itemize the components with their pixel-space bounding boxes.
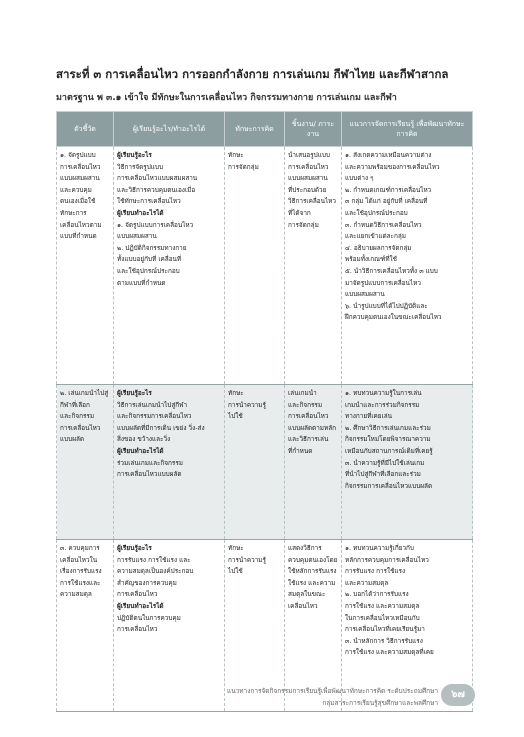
text-line: การเคลื่อนไหวแบบผสมผสาน xyxy=(117,174,198,183)
text-line: และใช้อุปกรณ์ประกอบ xyxy=(345,208,408,217)
text-line: แบบต่าง ๆ xyxy=(345,174,374,183)
text-line: แบบผสมผสาน xyxy=(345,290,385,299)
text-line: มาจัดรูปแบบการเคลื่อนไหว xyxy=(345,278,421,287)
text-line: แบบผลัดที่มีการเดิน เขย่ง วิ่ง-ส่ง xyxy=(117,423,205,432)
page-number: ๖๗ xyxy=(441,684,475,706)
subheading-line: ผู้เรียนรู้อะไร xyxy=(117,544,152,552)
subheading-line: ผู้เรียนทำอะไรได้ xyxy=(117,208,164,217)
text-line: ร่วมเล่นเกมและกิจกรรม xyxy=(117,458,183,467)
text-line: ๓. ควบคุมการ xyxy=(60,544,100,552)
text-line: และกิจกรรมการเคลื่อนไหว xyxy=(117,412,192,421)
text-line: ๖. นำรูปแบบที่ได้ไปปฏิบัติและ xyxy=(345,301,428,310)
text-line: ๒. บอกได้ว่าการรับแรง xyxy=(345,590,409,599)
text-line: การเคลื่อนไหว xyxy=(60,162,101,171)
text-line: ๕. นำวิธีการเคลื่อนไหวทั้ง ๓ แบบ xyxy=(345,266,438,275)
standard-subtitle: มาตรฐาน พ ๓.๑ เข้าใจ มีทักษะในการเคลื่อนไหว กิจกรรมทางกาย การเล่นเกม และกีฬา xyxy=(56,93,397,103)
text-line: เคลื่อนไหวใน xyxy=(60,555,98,564)
thinking-skill-cell xyxy=(225,147,285,385)
text-line: ที่กำหนด xyxy=(288,446,313,455)
text-line: ตามแบบที่กำหนด xyxy=(117,278,166,287)
thinking-skill-cell xyxy=(225,385,285,540)
indicator-cell xyxy=(57,540,114,712)
indicator-cell xyxy=(57,385,114,540)
text-line: เคลื่อนไหวตาม xyxy=(60,220,102,229)
text-line: ควบคุมตนเองโดย xyxy=(288,555,338,564)
subheading-line: ผู้เรียนรู้อะไร xyxy=(117,389,152,397)
text-line: และควบคุม xyxy=(60,185,92,194)
text-line: ๓. นำความรู้ที่มีไปใช้เล่นเกม xyxy=(345,458,425,467)
text-line: เกมนำและการร่วมกิจกรรม xyxy=(345,400,420,409)
text-line: การเคลื่อนไหว xyxy=(117,590,158,599)
text-line: การเคลื่อนไหวแบบผลัด xyxy=(117,470,182,479)
text-line: สิ่งของ ขว้างและวิ่ง xyxy=(117,435,171,444)
text-line: และความสมดุล xyxy=(345,578,389,587)
footer-book-title: แนวทางการจัดกิจกรรมการเรียนรู้เพื่อพัฒนาทักษะการคิด ระดับประถมศึกษา xyxy=(227,687,438,695)
text-line: ทางกายที่เคยเล่น xyxy=(345,412,393,421)
text-line: เหมือนกับสถานการณ์เดิมที่เคยรู้ xyxy=(345,446,433,455)
text-line: เล่นเกมนำ xyxy=(288,389,317,397)
header-line: เพื่อพัฒนาทักษะการคิด xyxy=(396,120,465,138)
text-line: ๒. เล่นเกมนำไปสู่ xyxy=(60,389,109,397)
text-line: ใช้หลักการรับแรง xyxy=(288,567,337,576)
text-line: ในการเคลื่อนไหวเหมือนกับ xyxy=(345,613,420,622)
text-line: กิจกรรมใหม่โดยพิจารณาความ xyxy=(345,435,431,444)
work-task-cell xyxy=(285,147,342,385)
text-line: ความสมดุล xyxy=(60,590,92,599)
text-line: และความพร้อมของการเคลื่อนไหว xyxy=(345,162,440,171)
text-line: กีฬาที่เลือก xyxy=(60,400,90,409)
subheading-line: ผู้เรียนทำอะไรได้ xyxy=(117,446,164,455)
text-line: แบบผสมผสาน xyxy=(60,174,100,183)
text-line: ไปใช้ xyxy=(228,412,243,421)
text-line: กิจกรรมการเคลื่อนไหวแบบผลัด xyxy=(345,481,433,490)
text-line: ตนเองเมื่อใช้ xyxy=(60,197,96,206)
text-line: การใช้แรง และความสมดุล xyxy=(345,601,420,610)
text-line: และวิธีการเล่น xyxy=(288,435,329,444)
header-line: ชิ้นงาน/ xyxy=(291,120,316,128)
text-line: ฝึกควบคุมตนเองในขณะเคลื่อนไหว xyxy=(345,313,442,322)
text-line: วิธีการเคลื่อนไหว xyxy=(288,197,336,206)
subheading-line: ผู้เรียนรู้อะไร xyxy=(117,151,152,159)
text-line: แบบที่กำหนด xyxy=(60,232,97,241)
header-what-learn: ผู้เรียนรู้อะไร/ทำอะไรได้ xyxy=(114,112,225,147)
text-line: ทักษะ xyxy=(228,544,244,552)
text-line: ที่นำไปสู่กีฬาที่เลือกและร่วม xyxy=(345,470,421,479)
text-line: และกิจกรรม xyxy=(288,400,323,409)
text-line: ๓. กำหนดวิธีการเคลื่อนไหว xyxy=(345,220,422,229)
text-line: ปฏิบัติตนในการควบคุม xyxy=(117,613,181,622)
text-line: ๒. กำหนดเกณฑ์การเคลื่อนไหว xyxy=(345,185,432,194)
header-work-task xyxy=(285,112,342,147)
header-line: แนวการจัดการเรียนรู้ xyxy=(349,120,415,128)
text-line: การเคลื่อนไหว xyxy=(288,412,329,421)
text-line: การเคลื่อนไหวที่เคยเรียนรู้มา xyxy=(345,625,425,634)
text-line: พร้อมทั้งเกณฑ์ที่ใช้ xyxy=(345,255,397,264)
text-line: และแยกเข้าแต่ละกลุ่ม xyxy=(345,232,406,241)
text-line: ๑. จัดรูปแบบการเคลื่อนไหว xyxy=(117,220,194,229)
text-line: สำคัญของการควบคุม xyxy=(117,578,177,587)
what-learn-cell xyxy=(114,147,225,385)
text-line: ที่ได้จาก xyxy=(288,208,311,217)
text-line: แบบผสมผสาน xyxy=(288,174,328,183)
text-line: การเคลื่อนไหว xyxy=(288,162,329,171)
what-learn-cell xyxy=(114,385,225,540)
text-line: วิธีการจัดรูปแบบ xyxy=(117,162,163,171)
text-line: ๑. ทบทวนความรู้เกี่ยวกับ xyxy=(345,544,414,552)
text-line: ๑. สังเกตความเหมือนความต่าง xyxy=(345,151,432,159)
indicator-cell xyxy=(57,147,114,385)
text-line: ๑. จัดรูปแบบ xyxy=(60,151,96,159)
header-indicator: ตัวชี้วัด xyxy=(57,112,114,147)
text-line: เรื่องการรับแรง xyxy=(60,567,102,576)
text-line: ๑. ทบทวนความรู้ในการเล่น xyxy=(345,389,422,397)
header-thinking-skill: ทักษะการคิด xyxy=(225,112,285,147)
text-line: การใช้แรง และความสมดุลที่เคย xyxy=(345,648,434,657)
learning-table xyxy=(56,111,473,712)
text-line: เคลื่อนไหว xyxy=(288,601,318,610)
text-line: การเคลื่อนไหว xyxy=(60,423,101,432)
text-line: สมดุลในขณะ xyxy=(288,590,326,599)
text-line: ๓ กลุ่ม ได้แก่ อยู่กับที่ เคลื่อนที่ xyxy=(345,197,428,206)
text-line: ใช้แรง และความ xyxy=(288,578,336,587)
text-line: ทักษะการ xyxy=(60,208,87,217)
text-line: แบบผสมผสาน xyxy=(117,232,157,241)
text-line: ที่ประกอบด้วย xyxy=(288,185,327,194)
footer-subject-area: กลุ่มสาระการเรียนรู้สุขศึกษาและพลศึกษา xyxy=(322,699,438,707)
text-line: ๒. ศึกษาวิธีการเล่นเกมและร่วม xyxy=(345,423,431,432)
subheading-line: ผู้เรียนทำอะไรได้ xyxy=(117,601,164,610)
header-teaching-approach xyxy=(342,112,473,147)
text-line: การเคลื่อนไหว xyxy=(117,625,158,634)
teaching-approach-cell xyxy=(342,385,473,540)
table-header-row xyxy=(57,112,473,147)
text-line: การนำความรู้ xyxy=(228,400,266,409)
text-line: การนำความรู้ xyxy=(228,555,266,564)
table-row xyxy=(57,147,473,385)
text-line: ทั้งแบบอยู่กับที่ เคลื่อนที่ xyxy=(117,255,182,264)
teaching-approach-cell xyxy=(342,147,473,385)
table-row xyxy=(57,385,473,540)
text-line: แบบผลัด xyxy=(60,435,85,444)
header-line: ภาระงาน xyxy=(306,120,335,138)
text-line: ไปใช้ xyxy=(228,567,243,576)
text-line: ๔. อธิบายผลการจัดกลุ่ม xyxy=(345,243,412,252)
text-line: ทักษะ xyxy=(228,151,244,159)
text-line: ๓. นำหลักการ วิธีการรับแรง xyxy=(345,636,423,645)
text-line: หลักการควบคุมการเคลื่อนไหว xyxy=(345,555,429,564)
text-line: วิธีการเล่นเกมนำไปสู่กีฬา xyxy=(117,400,188,409)
text-line: แบบผลัดตามหลัก xyxy=(288,423,336,432)
text-line: การจัดกลุ่ม xyxy=(288,220,319,229)
text-line: ความสมดุลเป็นองค์ประกอบ xyxy=(117,567,194,576)
text-line: การใช้แรงและ xyxy=(60,578,101,587)
text-line: ๒. ปฏิบัติกิจกรรมทางกาย xyxy=(117,243,187,252)
text-line: และวิธีการควบคุมตนเองเมื่อ xyxy=(117,185,196,194)
text-line: การจัดกลุ่ม xyxy=(228,162,259,171)
text-line: และกิจกรรม xyxy=(60,412,95,421)
text-line: และใช้อุปกรณ์ประกอบ xyxy=(117,266,180,275)
text-line: นำเสนอรูปแบบ xyxy=(288,151,330,159)
text-line: การรับแรง การใช้แรง และ xyxy=(117,555,191,564)
text-line: ทักษะ xyxy=(228,389,244,397)
work-task-cell xyxy=(285,385,342,540)
section-title: สาระที่ ๓ การเคลื่อนไหว การออกกำลังกาย การเล่นเกม กีฬาไทย และกีฬาสากล xyxy=(56,67,449,81)
text-line: แสดงวิธีการ xyxy=(288,544,322,552)
text-line: ใช้ทักษะการเคลื่อนไหว xyxy=(117,197,181,206)
text-line: การรับแรง การใช้แรง xyxy=(345,567,406,576)
